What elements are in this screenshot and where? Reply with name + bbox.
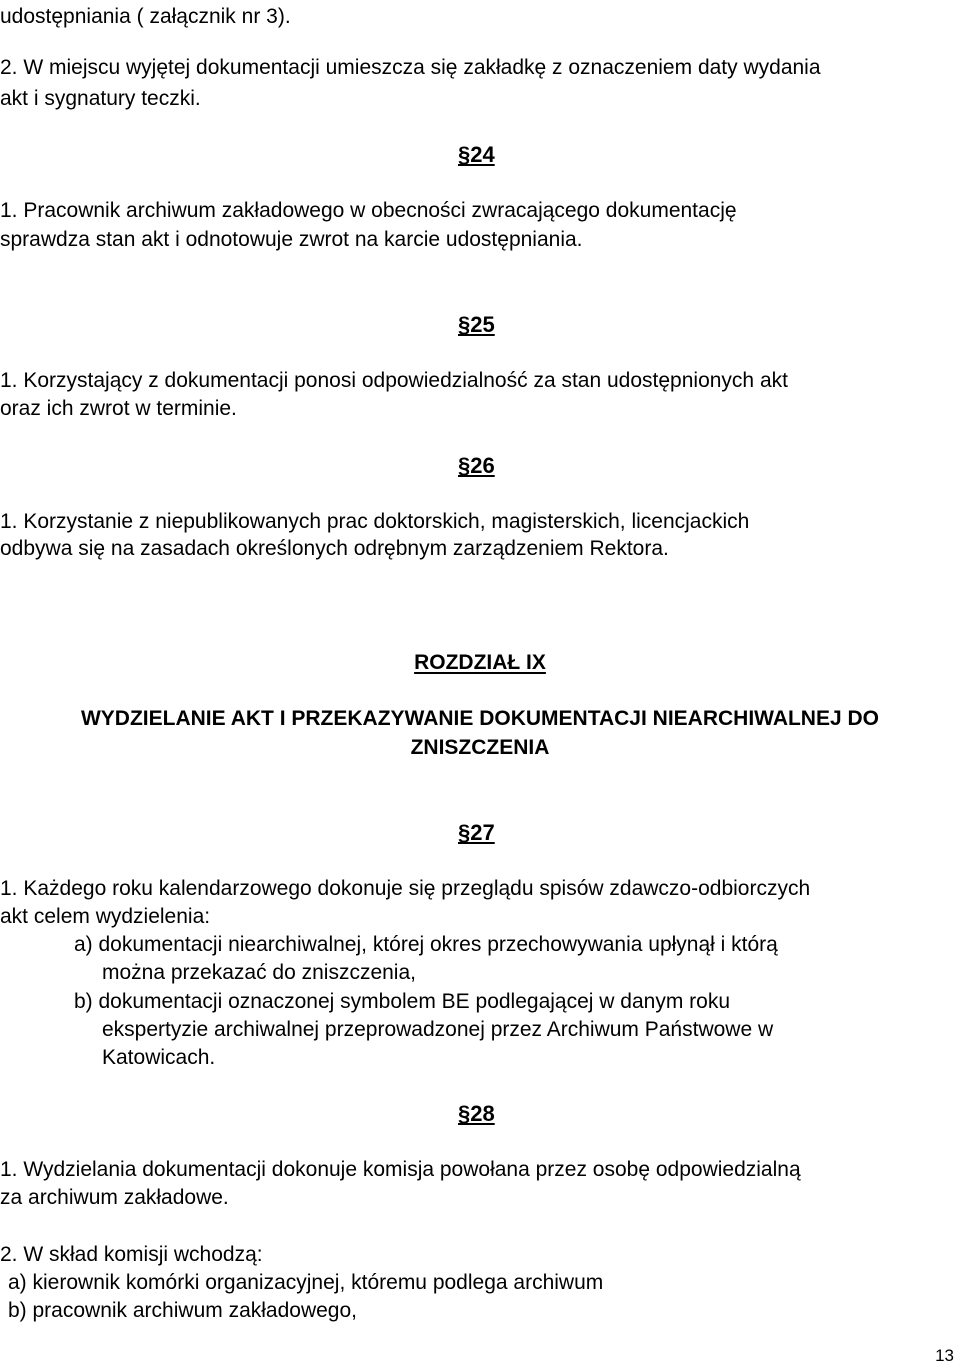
section-26-heading: §26 [458,453,495,478]
intro-paragraph-2-line-2: akt i sygnatury teczki. [0,87,201,110]
intro-line: udostępniania ( załącznik nr 3). [0,5,291,28]
section-27-item-b-line-3: Katowicach. [102,1046,216,1069]
section-26-line-1: 1. Korzystanie z niepublikowanych prac doktorskich, magisterskich, licencjackich [0,510,750,533]
section-24-heading: §24 [458,142,495,167]
section-27-item-b-line-2: ekspertyzie archiwalnej przeprowadzonej przez Archiwum Państwowe w [102,1018,774,1041]
section-27-heading: §27 [458,820,495,845]
section-25-line-1: 1. Korzystający z dokumentacji ponosi odpowiedzialność za stan udostępnionych akt [0,369,788,392]
section-28-item-a: a) kierownik komórki organizacyjnej, któremu podlega archiwum [8,1271,604,1294]
section-25-line-2: oraz ich zwrot w terminie. [0,397,237,420]
section-28-paragraph-1-line-1: 1. Wydzielania dokumentacji dokonuje komisja powołana przez osobę odpowiedzialną [0,1158,801,1181]
section-25-heading: §25 [458,312,495,337]
section-24-line-1: 1. Pracownik archiwum zakładowego w obecności zwracającego dokumentację [0,199,737,222]
chapter-title-line-2: ZNISZCZENIA [410,736,550,759]
chapter-label-text: ROZDZIAŁ IX [414,651,546,674]
section-28-heading: §28 [458,1101,495,1126]
page-number: 13 [935,1346,954,1365]
section-28-paragraph-2: 2. W skład komisji wchodzą: [0,1243,263,1266]
section-26-line-2: odbywa się na zasadach określonych odrębnym zarządzeniem Rektora. [0,537,669,560]
section-27-line-1: 1. Każdego roku kalendarzowego dokonuje się przeglądu spisów zdawczo-odbiorczych [0,877,811,900]
section-28-paragraph-1-line-2: za archiwum zakładowe. [0,1186,229,1209]
section-27-item-a-line-2: można przekazać do zniszczenia, [102,961,416,984]
intro-paragraph-2-line-1: 2. W miejscu wyjętej dokumentacji umieszcza się zakładkę z oznaczeniem daty wydania [0,56,821,79]
chapter-label [0,648,960,677]
section-28-item-b: b) pracownik archiwum zakładowego, [8,1299,357,1322]
section-27-line-2: akt celem wydzielenia: [0,905,211,928]
section-27-item-b-line-1: b) dokumentacji oznaczonej symbolem BE podlegającej w danym roku [74,990,731,1013]
section-27-item-a-line-1: a) dokumentacji niearchiwalnej, której okres przechowywania upłynął i którą [74,933,778,956]
chapter-title-line-1: WYDZIELANIE AKT I PRZEKAZYWANIE DOKUMENTACJI NIEARCHIWALNEJ DO [80,707,879,730]
section-24-line-2: sprawdza stan akt i odnotowuje zwrot na karcie udostępniania. [0,228,583,251]
